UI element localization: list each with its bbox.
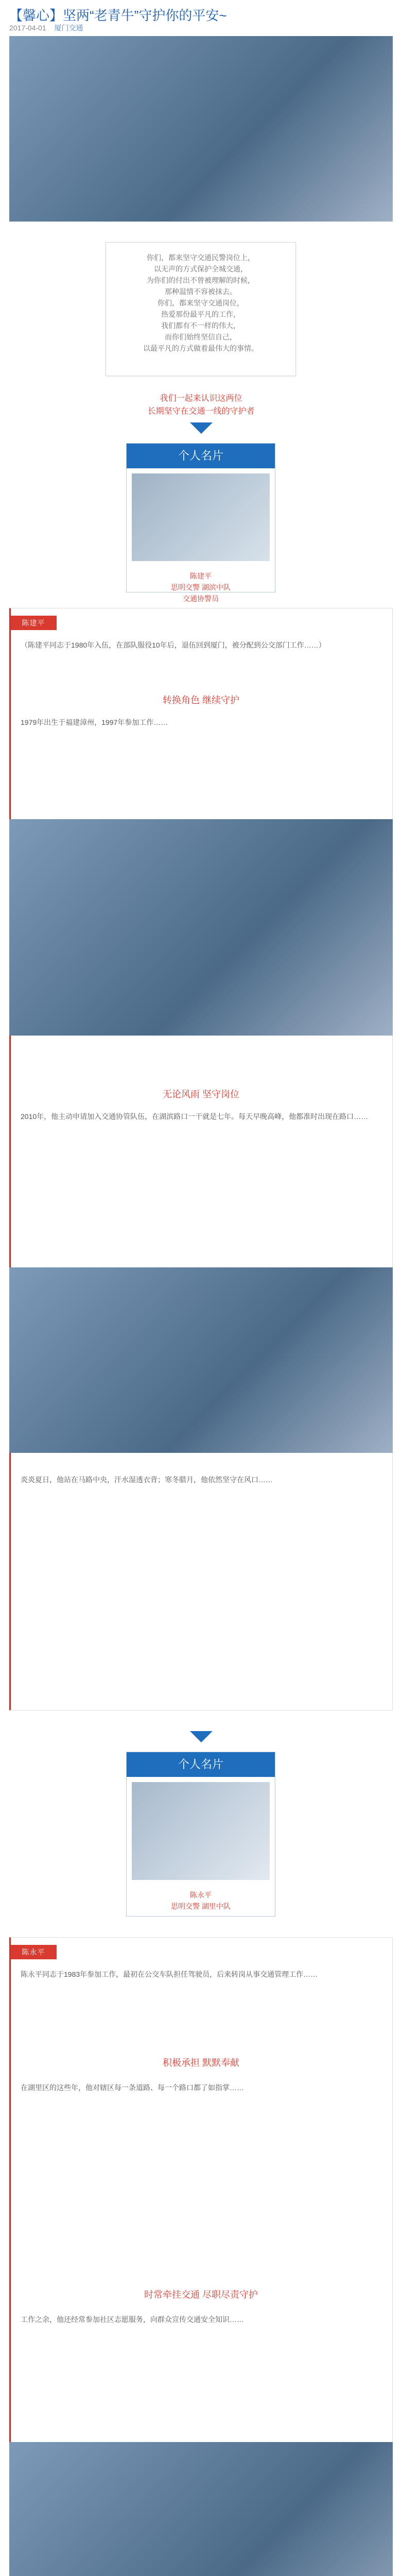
quote-line: 你们，都来坚守交通岗位， bbox=[158, 299, 244, 307]
section-intro-line2: 长期坚守在交通一线的守护者 bbox=[147, 407, 255, 416]
article-source-link[interactable]: 厦门交通 bbox=[54, 24, 83, 32]
quote-line: 以无声的方式保护全城交通， bbox=[154, 265, 248, 273]
profile-role: 思明交警 湖滨中队 bbox=[171, 583, 231, 591]
profile-card-header: 个人名片 bbox=[127, 1752, 275, 1777]
story-2-para-2: 在湖里区的这些年，他对辖区每一条道路、每一个路口都了如指掌…… bbox=[21, 2083, 244, 2092]
story-1-photo-2 bbox=[9, 1267, 393, 1453]
story-1-box bbox=[9, 608, 393, 1710]
quote-line: 热爱那份最平凡的工作， bbox=[161, 310, 240, 318]
profile-photo-1 bbox=[132, 473, 270, 561]
story-1-photo-1 bbox=[9, 819, 393, 1036]
profile-name: 陈建平 bbox=[190, 572, 212, 580]
hero-image bbox=[9, 36, 393, 222]
quote-line: 以最平凡的方式做着最伟大的事情。 bbox=[143, 344, 258, 352]
profile-card-header: 个人名片 bbox=[127, 444, 275, 468]
section-intro-line1: 我们一起来认识这两位 bbox=[160, 394, 242, 403]
story-2-para-3: 工作之余，他还经常参加社区志愿服务，向群众宣传交通安全知识…… bbox=[21, 2315, 244, 2324]
students-with-officer-photo bbox=[9, 2442, 393, 2576]
profile-text-2 bbox=[127, 1885, 275, 1916]
officer-directing-traffic-photo bbox=[9, 1267, 393, 1453]
chevron-down-icon bbox=[190, 1731, 213, 1742]
story-1-para-1: （陈建平同志于1980年入伍，在部队服役10年后，退伍回到厦门，被分配到公交部门工作……） bbox=[21, 641, 326, 649]
quote-line: 你们，都来坚守交通民警岗位上， bbox=[147, 253, 255, 262]
chevron-down-icon bbox=[190, 422, 213, 434]
story-2-subhead-2: 时常牵挂交通 尽职尽责守护 bbox=[144, 2290, 258, 2300]
story-1-subhead-1: 转换角色 继续守护 bbox=[162, 695, 239, 705]
story-2-tag: 陈永平 bbox=[10, 1945, 57, 1959]
article-date: 2017-04-01 bbox=[9, 24, 46, 32]
quote-line: 为你们的付出不曾被理解的时候， bbox=[147, 276, 255, 284]
profile-card-1 bbox=[126, 443, 275, 603]
quote-line: 我们都有不一样的伟大， bbox=[161, 321, 240, 330]
story-1-subhead-2: 无论风雨 坚守岗位 bbox=[162, 1089, 239, 1099]
profile-name: 陈永平 bbox=[190, 1891, 212, 1899]
story-2-subhead-1: 积极承担 默默奉献 bbox=[162, 2058, 239, 2068]
story-1-tag: 陈建平 bbox=[10, 616, 57, 630]
traffic-officer-photo bbox=[9, 36, 393, 222]
profile-photo-2 bbox=[132, 1782, 270, 1880]
quote-line: 而你们始终坚信自己， bbox=[165, 333, 237, 341]
quote-line: 那种温情不容被抹去。 bbox=[165, 287, 237, 296]
article-title: 【馨心】坚两“老青牛”守护你的平安~ bbox=[9, 8, 227, 23]
profile-role: 思明交警 湖里中队 bbox=[171, 1902, 231, 1910]
story-1-para-2: 1979年出生于福建漳州，1997年参加工作…… bbox=[21, 718, 168, 726]
officer-on-motorcycle-photo bbox=[9, 819, 393, 1036]
profile-card-2 bbox=[126, 1752, 275, 1917]
profile-tag: 交通协警员 bbox=[183, 595, 219, 603]
article-meta bbox=[9, 23, 83, 33]
quote-card bbox=[106, 242, 296, 376]
story-2-photo-1 bbox=[9, 2442, 393, 2576]
story-1-para-4: 炎炎夏日，他站在马路中央，汗水湿透衣背；寒冬腊月，他依然坚守在风口…… bbox=[21, 1476, 273, 1484]
story-2-para-1: 陈永平同志于1983年参加工作，最初在公交车队担任驾驶员，后来转岗从事交通管理工作…… bbox=[21, 1970, 318, 1978]
story-1-para-3: 2010年，他主动申请加入交通协管队伍，在湖滨路口一干就是七年。每天早晚高峰，他都准时出现在路口…… bbox=[21, 1112, 369, 1121]
profile-text-1 bbox=[127, 566, 275, 608]
